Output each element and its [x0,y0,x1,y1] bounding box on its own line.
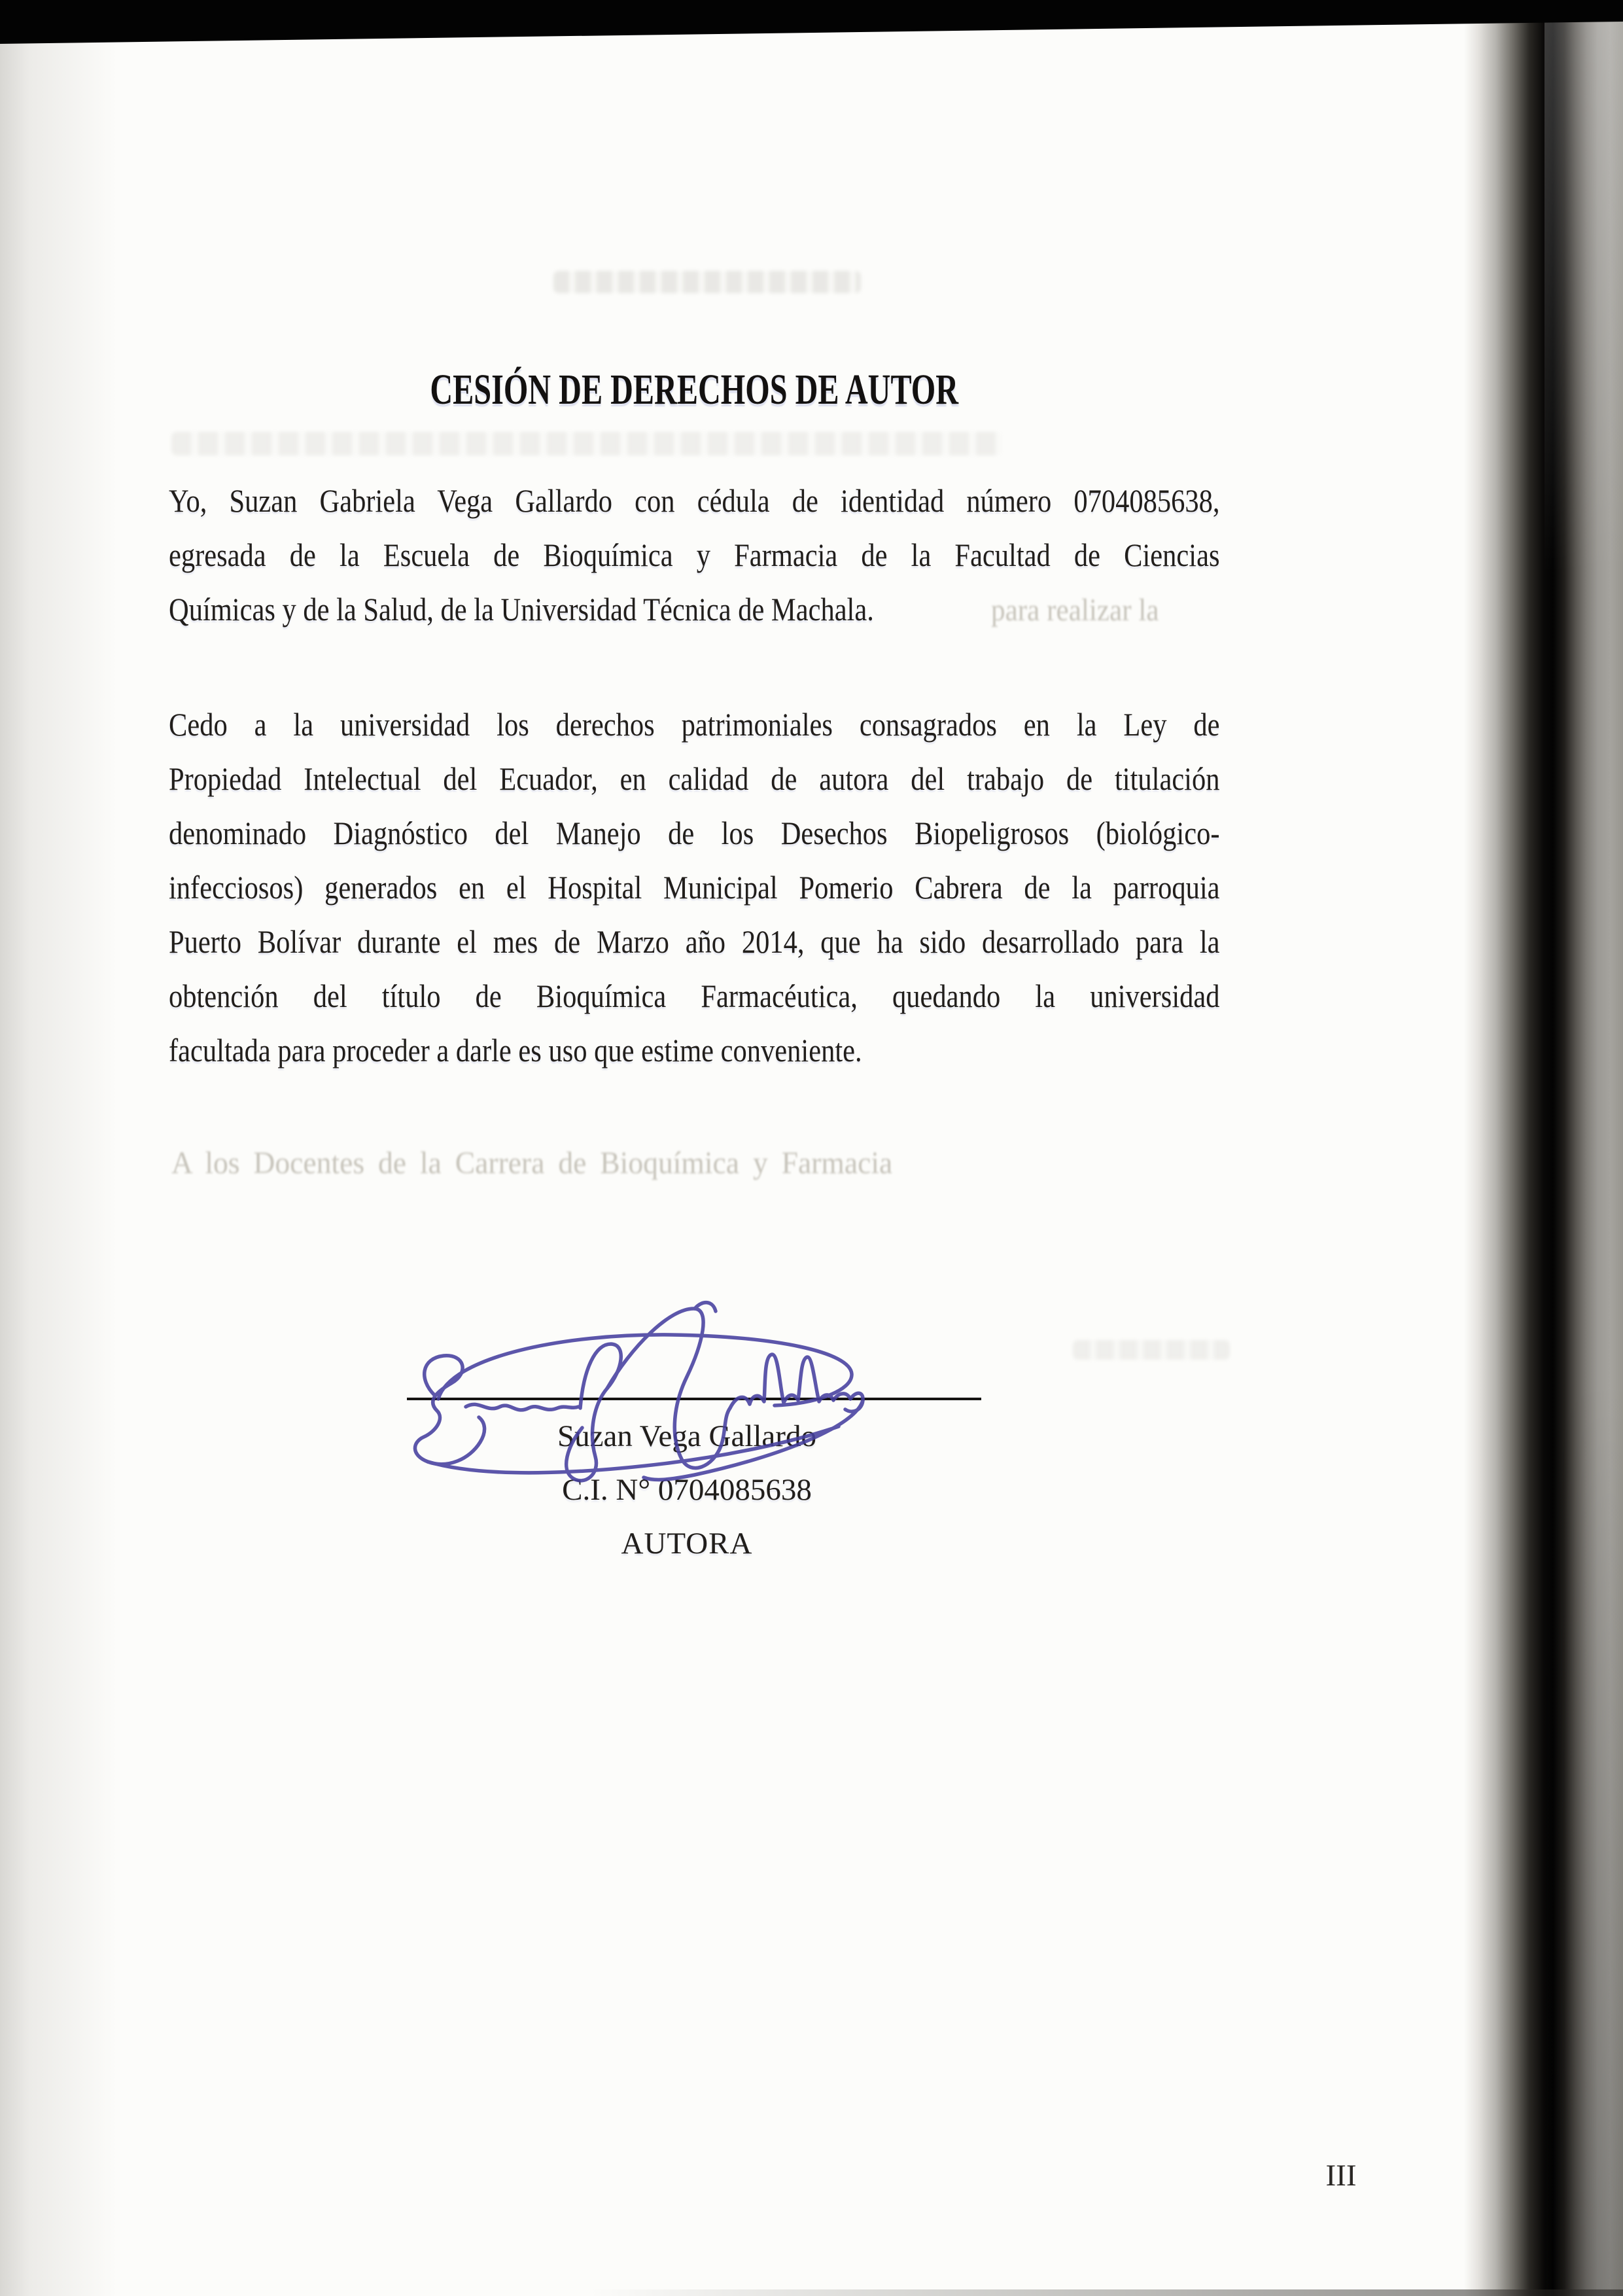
bleedthrough-fragment: para realizar la [991,593,1159,627]
document-title-text: CESIÓN DE DERECHOS DE AUTOR [430,366,959,414]
paragraph-identity [169,474,1220,637]
bleedthrough-line-smudge [171,432,1002,455]
text-line: denominado Diagnóstico del Manejo de los Desechos Biopeligrosos (biológico- [169,815,1220,851]
page-number: III [1325,2159,1357,2193]
text-line: facultada para proceder a darle es uso que estime conveniente. [169,1032,862,1069]
text-line: Yo, Suzan Gabriela Vega Gallardo con cédula de identidad número 0704085638, [169,482,1220,519]
text-line: infecciosos) generados en el Hospital Municipal Pomerio Cabrera de la parroquia [169,869,1220,906]
bleedthrough-fragment: A los Docentes de la Carrera de Bioquímica y Farmacia [171,1146,893,1180]
paragraph-cession [169,698,1220,1078]
signatory-id-number: C.I. N° 0704085638 [562,1473,812,1507]
page-left-shading [0,0,118,2296]
text-line: Propiedad Intelectual del Ecuador, en calidad de autora del trabajo de titulación [169,760,1220,797]
text-line: obtención del título de Bioquímica Farmacéutica, quedando la universidad [169,978,1220,1014]
signatory-role: AUTORA [621,1527,753,1561]
document-title [169,365,1220,415]
scan-bottom-edge [589,2289,1623,2296]
text-line: Cedo a la universidad los derechos patrimoniales consagrados en la Ley de [169,706,1220,743]
text-line: Químicas y de la Salud, de la Universidad Técnica de Machala. [169,591,874,627]
text-line: Puerto Bolívar durante el mes de Marzo año 2014, que ha sido desarrollado para la [169,923,1220,960]
scan-top-edge [0,0,1623,46]
signatory-name: Suzan Vega Gallardo [557,1419,816,1453]
bleedthrough-smudge [1073,1340,1230,1360]
bleedthrough-heading-smudge [553,271,861,293]
scan-right-edge-tone [1544,0,1623,2296]
handwritten-signature [387,1271,884,1513]
text-line: egresada de la Escuela de Bioquímica y Farmacia de la Facultad de Ciencias [169,537,1220,573]
